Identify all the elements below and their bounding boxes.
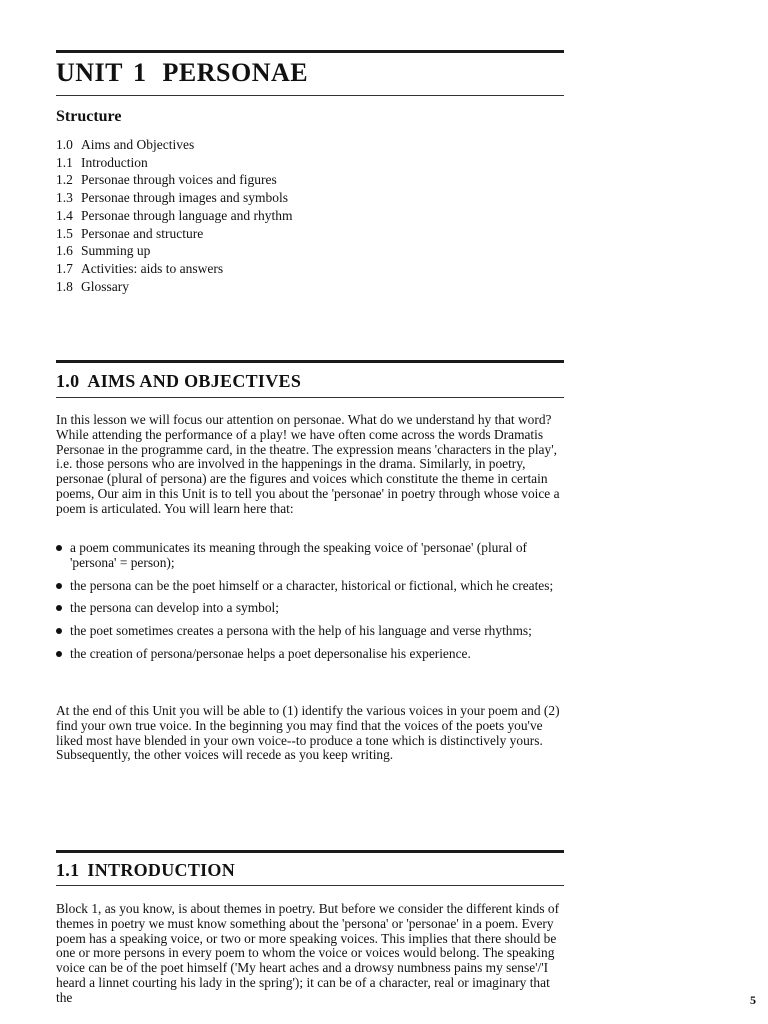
bullet-text: the persona can develop into a symbol; [70,600,279,616]
bullet-icon [56,583,62,589]
unit-title [56,58,308,88]
unit-title-underline [56,95,564,96]
structure-list [56,136,292,295]
structure-item-label: Personae through images and symbols [81,190,288,206]
bullet-icon [56,605,62,611]
structure-heading: Structure [56,108,122,125]
structure-item [56,242,292,260]
intro-top-rule [56,850,564,853]
structure-item [56,278,292,296]
bullet-icon [56,545,62,551]
structure-item-number: 1.4 [56,207,73,223]
structure-item [56,260,292,278]
bullet-text: a poem communicates its meaning through the speaking voice of 'personae' (plural of 'persona' = person); [70,540,527,570]
structure-item-number: 1.8 [56,278,73,294]
bullet-item [56,647,566,662]
structure-item-number: 1.1 [56,154,73,170]
bullet-text: the persona can be the poet himself or a character, historical or fictional, which he creates; [70,577,554,593]
unit-number: 1 [133,58,147,87]
structure-item-label: Personae and structure [81,225,204,241]
intro-paragraph: Block 1, as you know, is about themes in poetry. But before we consider the different kinds of themes in poetry we must know something about the 'persona' or 'personae' in a poem. Every poem has a speaking voice, or two or more speaking voices. This implies that there should be one or more persons in every poem to whom the voice or voices would belong. The speaking voice can be of the poet himself ('My heart aches and a drowsy numbness pains my sense'/'I heard a linnet courting his lady in the spring'); it can be of a character, real or imaginary that the [56,901,560,1005]
aims-intro-paragraph: In this lesson we will focus our attention on personae. What do we understand hy that word? While attending the performance of a play! we have often come across the words Dramatis Personae in the programme card, in the theatre. The expression means 'characters in the play', i.e. those persons who are involved in the happenings in the drama. Similarly, in poetry, personae (plural of persona) are the figures and voices which constitute the theme in certain poems, Our aim in this Unit is to tell you about the 'personae' in poetry through whose voice a poem is articulated. You will learn here that: [56,412,560,516]
structure-item [56,154,292,172]
structure-item [56,189,292,207]
intro-section-number: 1.1 [56,860,80,880]
aims-section-title: AIMS AND OBJECTIVES [87,371,302,391]
aims-heading [56,371,301,392]
bullet-icon [56,651,62,657]
structure-item-number: 1.2 [56,172,73,188]
unit-name: PERSONAE [162,58,309,87]
structure-item [56,136,292,154]
intro-section-title: INTRODUCTION [87,860,236,880]
structure-item-number: 1.0 [56,137,73,152]
structure-item-label: Personae through language and rhythm [81,207,293,223]
bullet-item [56,624,566,639]
bullet-text: the poet sometimes creates a persona with the help of his language and verse rhythms; [70,623,532,639]
aims-underline [56,397,564,398]
structure-item-label: Introduction [81,154,148,170]
structure-item-label: Activities: aids to answers [81,260,224,276]
structure-item-number: 1.5 [56,225,73,241]
intro-heading [56,860,235,881]
structure-item-number: 1.3 [56,190,73,206]
aims-bullet-list [56,541,566,670]
structure-item-label: Aims and Objectives [81,137,195,152]
structure-item [56,225,292,243]
structure-item [56,207,292,225]
structure-item-number: 1.6 [56,243,73,259]
page-number: 5 [750,993,756,1007]
structure-item-label: Personae through voices and figures [81,172,277,188]
bullet-text: the creation of persona/personae helps a poet depersonalise his experience. [70,645,471,661]
intro-underline [56,885,564,886]
bullet-item [56,541,566,571]
structure-item-label: Summing up [81,243,151,259]
structure-item-label: Glossary [81,278,129,294]
structure-item [56,171,292,189]
aims-section-number: 1.0 [56,371,80,391]
top-rule [56,50,564,53]
aims-closing-paragraph: At the end of this Unit you will be able to (1) identify the various voices in your poem and (2) find your own true voice. In the beginning you may find that the voices of the poets you've liked most have blended in your own voice--to produce a tone which is distinctively yours. Subsequently, the other voices will recede as you keep writing. [56,703,560,763]
bullet-item [56,601,566,616]
structure-item-number: 1.7 [56,260,73,276]
bullet-icon [56,628,62,634]
aims-top-rule [56,360,564,363]
bullet-item [56,579,566,594]
unit-label: UNIT [56,58,124,87]
